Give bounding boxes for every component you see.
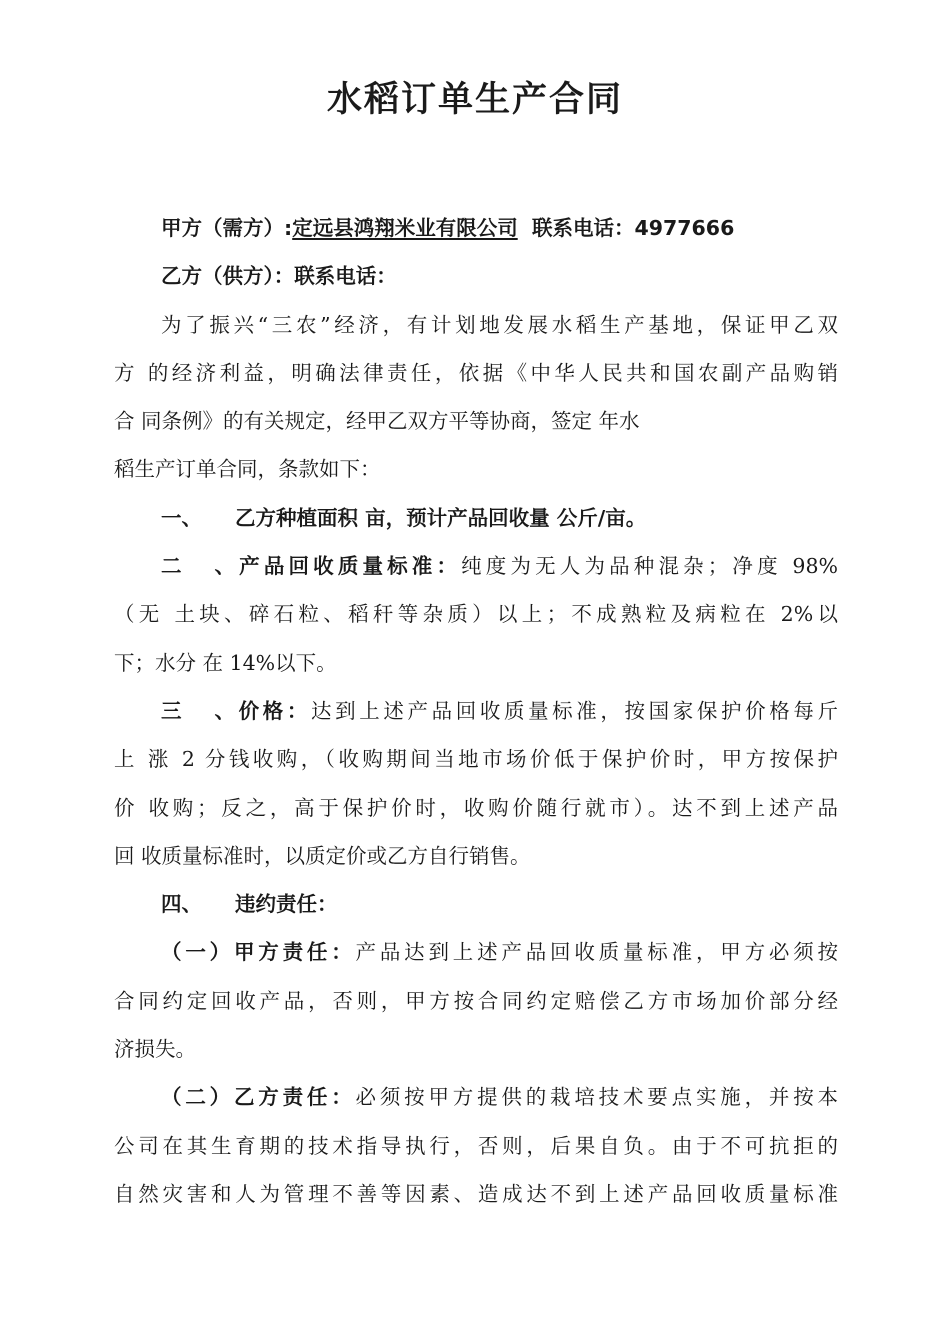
party-a-label: 甲方（需方）: [161, 216, 293, 240]
clause-text-line: （无 土块、碎石粒、稻秆等杂质）以上；不成熟粒及病粒在 2%以 [114, 602, 838, 627]
party-a-responsibility [114, 928, 838, 976]
clause-number: 四、 [161, 892, 202, 917]
clause-number: 二、 [161, 554, 235, 579]
responsibility-text-line: 济损失。 [114, 1037, 196, 1062]
intro-line: 合 同条例》的有关规定，经甲乙双方平等协商，签定 年水 [114, 409, 640, 434]
clause-text-line: 回 收质量标准时，以质定价或乙方自行销售。 [114, 843, 531, 868]
intro-line: 稻生产订单合同，条款如下： [114, 457, 381, 482]
clause-text-line: 下；水分 在 14%以下。 [114, 650, 337, 675]
responsibility-text-line: 自然灾害和人为管理不善等因素、造成达不到上述产品回收质量标准 [114, 1181, 838, 1206]
responsibility-heading: （一）甲方责任： [161, 940, 356, 965]
clause-text: 纯度为无人为品种混杂；净度 98% [461, 554, 838, 579]
clause-heading: 价格： [235, 698, 311, 723]
clause-text: 乙方种植面积 亩，预计产品回收量 公斤/亩。 [235, 505, 647, 530]
responsibility-text: 必须按甲方提供的栽培技术要点实施，并按本 [355, 1085, 838, 1110]
responsibility-text-line: 合同约定回收产品，否则，甲方按合同约定赔偿乙方市场加价部分经 [114, 988, 838, 1013]
clause-number: 一、 [161, 505, 202, 530]
clause-2 [114, 542, 838, 590]
party-a-line [114, 204, 838, 252]
document-title: 水稻订单生产合同 [326, 80, 623, 120]
party-b-responsibility [114, 1073, 838, 1121]
responsibility-text-line: 公司在其生育期的技术指导执行，否则，后果自负。由于不可抗拒的 [114, 1133, 838, 1158]
clause-text: 达到上述产品回收质量标准，按国家保护价格每斤 [310, 698, 838, 723]
party-a-name: 定远县鸿翔米业有限公司 [292, 216, 518, 240]
clause-text-line: 价 收购；反之，高于保护价时，收购价随行就市）。达不到上述产品 [114, 795, 838, 820]
clause-heading: 违约责任： [235, 892, 338, 917]
clause-number: 三、 [161, 698, 235, 723]
clause-heading: 产品回收质量标准： [235, 554, 462, 579]
responsibility-heading: （二）乙方责任： [161, 1085, 356, 1110]
clause-1 [114, 494, 838, 542]
clause-text-line: 上 涨 2 分钱收购，（收购期间当地市场价低于保护价时，甲方按保护 [114, 747, 838, 772]
party-a-phone-label: 联系电话： [531, 216, 635, 240]
party-a-phone: 4977666 [634, 216, 735, 240]
clause-3 [114, 687, 838, 735]
document-body [114, 204, 838, 1218]
intro-line: 方 的经济利益，明确法律责任，依据《中华人民共和国农副产品购销 [114, 360, 838, 385]
party-b-line: 乙方（供方）：联系电话： [161, 264, 397, 289]
intro-line: 为了振兴“三农”经济，有计划地发展水稻生产基地，保证甲乙双 [161, 312, 838, 337]
clause-4 [114, 880, 838, 928]
responsibility-text: 产品达到上述产品回收质量标准，甲方必须按 [355, 940, 838, 965]
